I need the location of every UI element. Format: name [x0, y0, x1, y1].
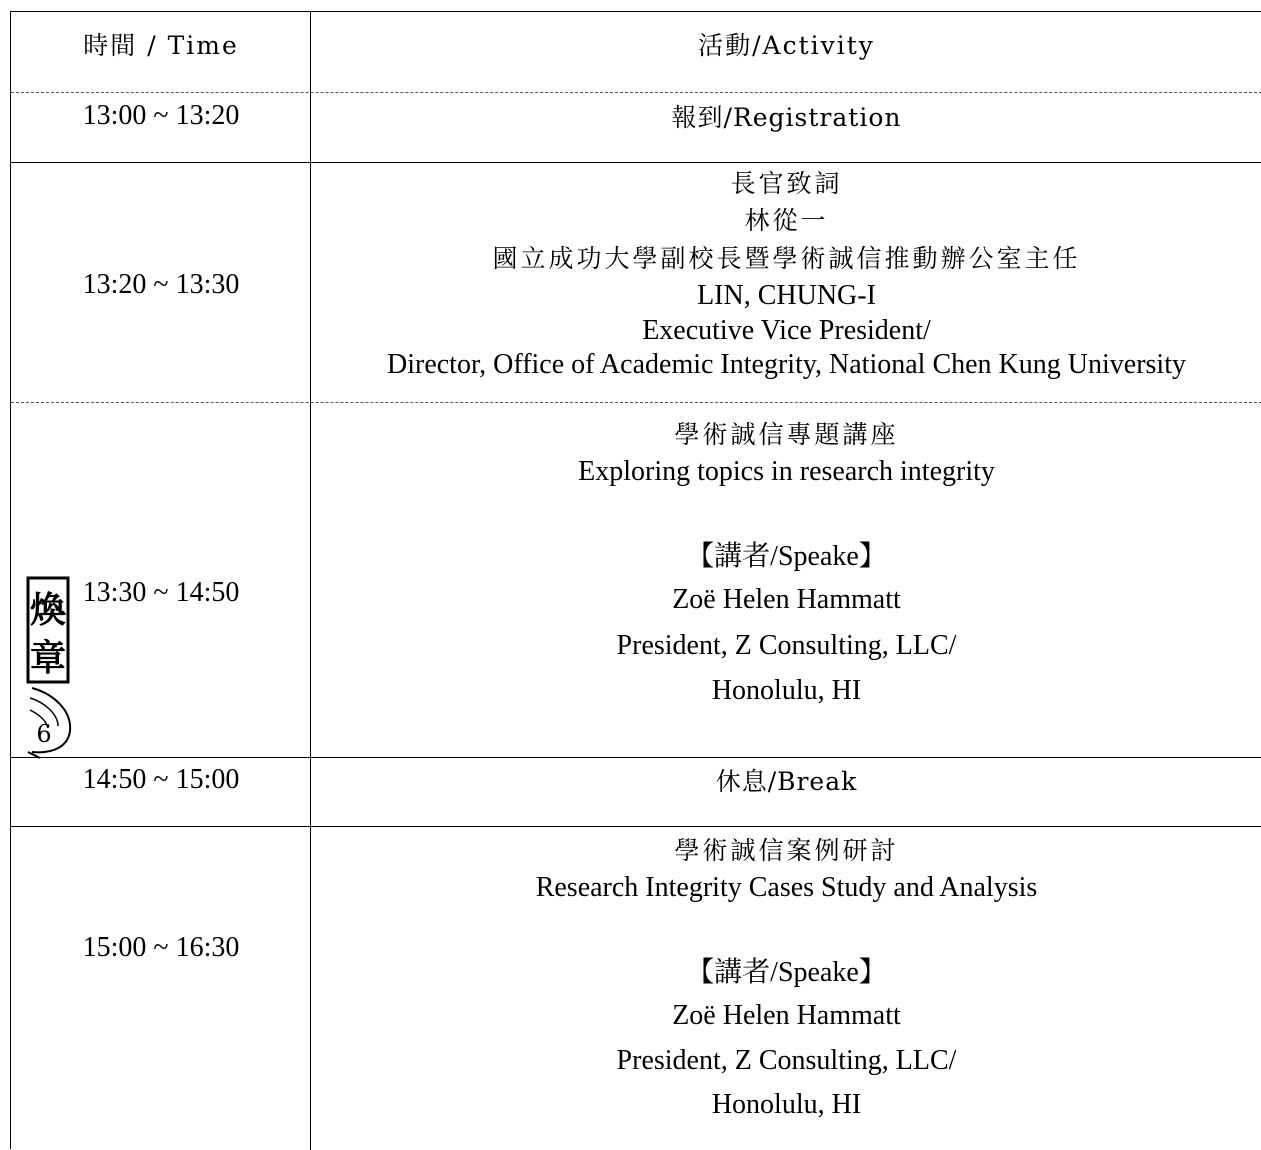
row-activity: 長官致詞 林從一 國立成功大學副校長暨學術誠信推動辦公室主任 LIN, CHUNG-I Executive Vice President/ Director, Office of Academic Integrity, National Chen Kung University: [387, 169, 1186, 380]
header-time: 時間 / Time: [83, 31, 239, 60]
row-time: 13:30 ~ 14:50: [82, 577, 240, 608]
seal-char: 煥: [29, 589, 67, 631]
header-activity: 活動/Activity: [698, 31, 875, 60]
seal-number: 6: [36, 720, 52, 748]
row-activity: 休息/Break: [715, 767, 858, 796]
row-activity: 學術誠信案例研討 Research Integrity Cases Study and Analysis 【講者/Speake】 Zoë Helen Hammatt President, Z Consulting, LLC/ Honolulu, HI: [535, 836, 1038, 1120]
row-separator: [11, 162, 1261, 163]
schedule-table: [10, 11, 1261, 1149]
row-time: 13:20 ~ 13:30: [82, 269, 240, 300]
row-time: 13:00 ~ 13:20: [82, 100, 240, 131]
row-time: 14:50 ~ 15:00: [82, 764, 240, 795]
seal-char: 章: [29, 637, 67, 679]
row-separator: [11, 826, 1261, 827]
row-activity: 學術誠信專題講座 Exploring topics in research integrity 【講者/Speake】 Zoë Helen Hammatt President, Z Consulting, LLC/ Honolulu, HI: [578, 420, 995, 706]
row-separator: [11, 757, 1261, 758]
row-time: 15:00 ~ 16:30: [82, 932, 240, 963]
row-separator: [11, 402, 1261, 403]
seal-stamp: [14, 566, 74, 766]
row-activity: 報到/Registration: [671, 103, 902, 132]
row-separator: [11, 92, 1261, 93]
